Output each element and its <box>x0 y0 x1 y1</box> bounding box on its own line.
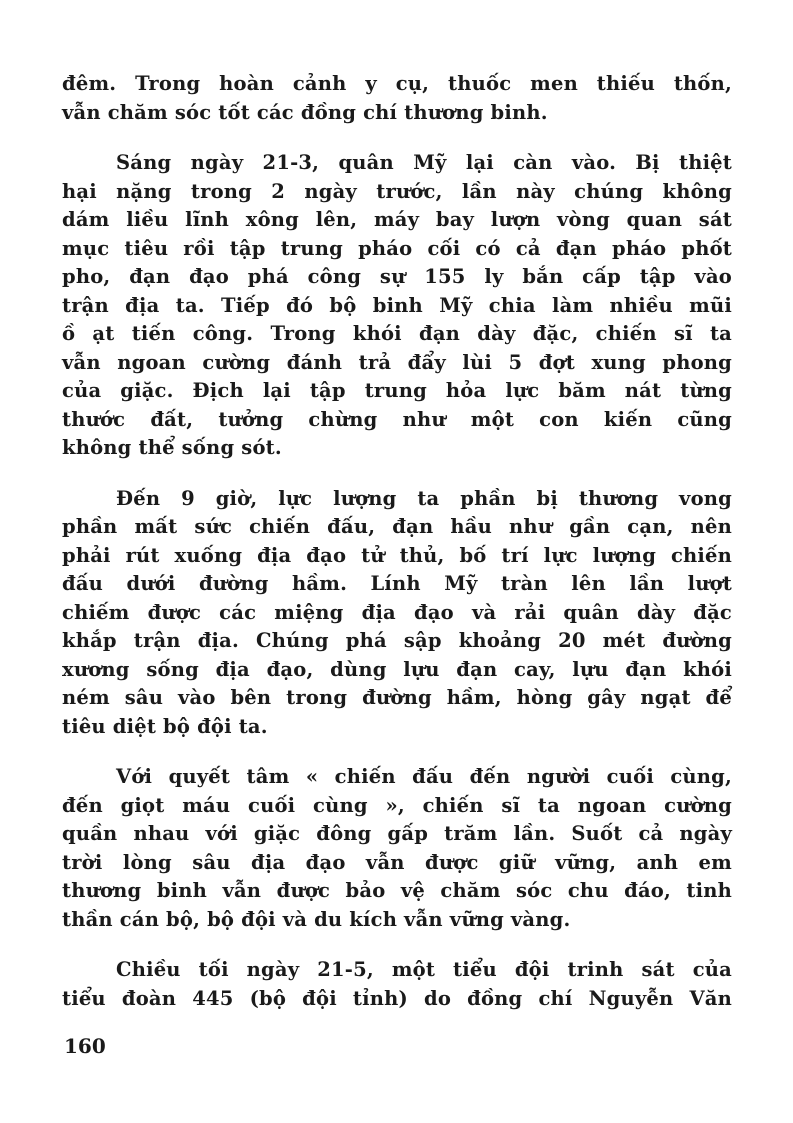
text-line: thần cán bộ, bộ đội và du kích vẫn vững vàng. <box>62 907 571 931</box>
text-line: hại nặng trong 2 ngày trước, lần này chúng không <box>62 179 732 203</box>
text-line: ồ ạt tiến công. Trong khói đạn dày đặc, chiến sĩ ta <box>62 322 732 345</box>
page-body <box>62 70 732 1013</box>
text-line: đến giọt máu cuối cùng », chiến sĩ ta ngoan cường <box>62 793 732 817</box>
text-line: không thể sống sót. <box>62 436 282 459</box>
text-line: đêm. Trong hoàn cảnh y cụ, thuốc men thiếu thốn, <box>62 72 732 95</box>
paragraph-3 <box>62 485 732 742</box>
text-line: dám liều lĩnh xông lên, máy bay lượn vòng quan sát <box>62 208 732 231</box>
text-line: trận địa ta. Tiếp đó bộ binh Mỹ chia làm nhiều mũi <box>62 293 732 317</box>
text-line: thước đất, tưởng chừng như một con kiến cũng <box>62 407 732 431</box>
text-line: Chiều tối ngày 21-5, một tiểu đội trinh sát của <box>116 958 732 981</box>
text-line: vẫn ngoan cường đánh trả đẩy lùi 5 đợt xung phong <box>62 350 732 374</box>
paragraph-2 <box>62 149 732 463</box>
text-line: ném sâu vào bên trong đường hầm, hòng gây ngạt để <box>62 686 732 709</box>
paragraph-4 <box>62 763 732 934</box>
text-line: pho, đạn đạo phá công sự 155 ly bắn cấp tập vào <box>62 265 732 288</box>
text-line: đấu dưới đường hầm. Lính Mỹ tràn lên lần lượt <box>62 572 732 595</box>
text-line: thương binh vẫn được bảo vệ chăm sóc chu đáo, tinh <box>62 879 732 902</box>
text-line: Với quyết tâm « chiến đấu đến người cuối cùng, <box>116 765 732 788</box>
paragraph-5 <box>62 956 732 1013</box>
text-line: khắp trận địa. Chúng phá sập khoảng 20 mét đường <box>62 629 732 652</box>
text-line: của giặc. Địch lại tập trung hỏa lực băm nát từng <box>62 379 732 402</box>
text-line: phải rút xuống địa đạo tử thủ, bố trí lực lượng chiến <box>62 543 732 567</box>
text-line: Sáng ngày 21-3, quân Mỹ lại càn vào. Bị thiệt <box>116 151 732 174</box>
text-line: phần mất sức chiến đấu, đạn hầu như gần cạn, nên <box>62 515 732 538</box>
page-number: 160 <box>64 1034 106 1058</box>
text-line: xương sống địa đạo, dùng lựu đạn cay, lựu đạn khói <box>62 657 732 681</box>
text-line: Đến 9 giờ, lực lượng ta phần bị thương vong <box>116 486 732 510</box>
text-line: vẫn chăm sóc tốt các đồng chí thương binh. <box>62 100 548 124</box>
text-line: quần nhau với giặc đông gấp trăm lần. Suốt cả ngày <box>62 822 732 845</box>
text-line: tiêu diệt bộ đội ta. <box>62 714 268 738</box>
text-line: chiếm được các miệng địa đạo và rải quân dày đặc <box>62 600 732 624</box>
text-line: mục tiêu rồi tập trung pháo cối có cả đạn pháo phốt <box>62 236 732 260</box>
paragraph-1 <box>62 70 732 127</box>
text-line: trời lòng sâu địa đạo vẫn được giữ vững, anh em <box>62 850 732 874</box>
text-line: tiểu đoàn 445 (bộ đội tỉnh) do đồng chí Nguyễn Văn <box>62 986 732 1010</box>
